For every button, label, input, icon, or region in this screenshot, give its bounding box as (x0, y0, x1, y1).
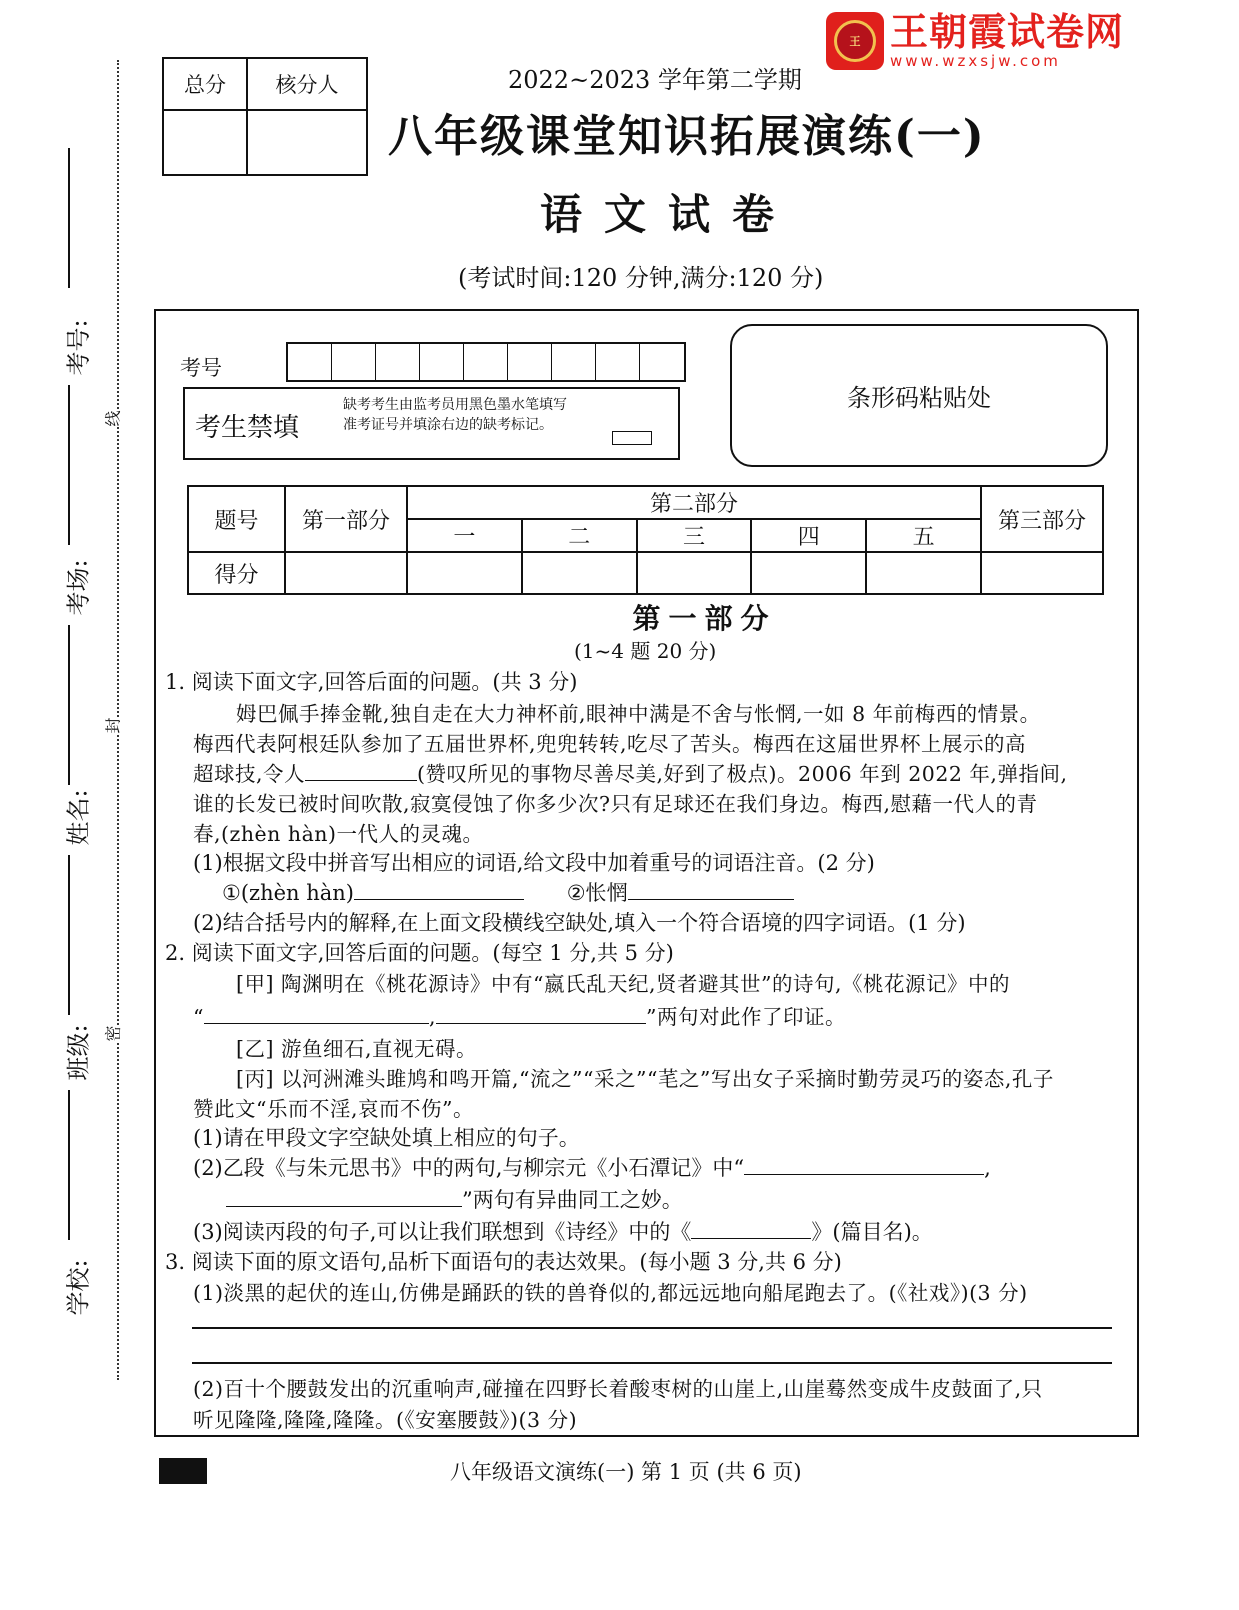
examinee-nofill-box (183, 387, 680, 460)
q2-stem: 2. 阅读下面文字,回答后面的问题。(每空 1 分,共 5 分) (165, 941, 674, 965)
q2-jia-blanks (193, 1000, 846, 1030)
q1-text: 超球技,令人 (193, 762, 306, 786)
q1-sub1-answers (222, 877, 794, 907)
q1-stem: 1. 阅读下面文字,回答后面的问题。(共 3 分) (165, 670, 578, 694)
kaohao-digit-box[interactable] (332, 344, 376, 380)
logo-url: www.wzxsjw.com (890, 52, 1061, 70)
answer-blank[interactable] (354, 882, 524, 900)
page-title: 八年级课堂知识拓展演练(一) (388, 111, 986, 162)
kaohao-digit-box[interactable] (596, 344, 640, 380)
q2-text: (3)阅读丙段的句子,可以让我们联想到《诗经》中的《 (193, 1220, 692, 1244)
kaohao-digit-box[interactable] (640, 344, 684, 380)
q2-jia: [甲] 陶渊明在《桃花源诗》中有“嬴氏乱天纪,贤者避其世”的诗句,《桃花源记》中的 (236, 972, 1011, 996)
q2-bing: 赞此文“乐而不淫,哀而不伤”。 (193, 1097, 474, 1121)
q2-sub1: (1)请在甲段文字空缺处填上相应的句子。 (193, 1126, 580, 1150)
col-part2-item: 四 (751, 519, 866, 552)
logo-name: 王朝霞试卷网 (890, 10, 1125, 54)
nofill-note: 缺考考生由监考员用黑色墨水笔填写准考证号并填涂右边的缺考标记。 (343, 397, 567, 433)
q2-bing: [丙] 以河洲滩头雎鸠和鸣开篇,“流之”“采之”“芼之”写出女子采摘时勤劳灵巧的姿态,孔子 (236, 1067, 1054, 1091)
barcode-label: 条形码粘贴处 (847, 384, 991, 412)
col-part2-item: 三 (637, 519, 752, 552)
total-score-box (162, 57, 368, 176)
kaohao-digit-box[interactable] (376, 344, 420, 380)
field-label-name: 姓名: (64, 789, 93, 846)
q2-sub2 (193, 1152, 991, 1182)
q3-sub2: 听见隆隆,隆隆,隆隆。(《安塞腰鼓》)(3 分) (193, 1408, 578, 1432)
score-cell[interactable] (522, 552, 637, 594)
answer-blank[interactable] (226, 1189, 462, 1207)
q1-passage-line: 春,(zhèn hàn)一代人的灵魂。 (193, 822, 484, 846)
q1-passage-line: 谁的长发已被时间吹散,寂寞侵蚀了你多少次?只有足球还在我们身边。梅西,慰藉一代人的青 (193, 792, 1038, 816)
field-label-school: 学校: (64, 1259, 93, 1316)
kaohao-digit-box[interactable] (288, 344, 332, 380)
col-part3: 第三部分 (981, 486, 1103, 552)
q2-text: 》(篇目名)。 (811, 1220, 933, 1244)
q1-blank[interactable] (305, 763, 417, 781)
kaohao-digit-box[interactable] (464, 344, 508, 380)
absent-mark-box[interactable] (612, 431, 652, 445)
col-part1: 第一部分 (285, 486, 407, 552)
q2-text: , (428, 1005, 437, 1029)
field-line (68, 625, 70, 785)
row-header-tihao: 题号 (188, 486, 285, 552)
field-line (68, 148, 70, 288)
q2-text: “ (193, 1005, 204, 1029)
col-part2-item: 一 (407, 519, 522, 552)
seal-char-mi: 密 (99, 1025, 126, 1041)
score-cell[interactable] (407, 552, 522, 594)
q3-sub1: (1)淡黑的起伏的连山,仿佛是踊跃的铁的兽脊似的,都远远地向船尾跑去了。(《社戏》)(3 分) (193, 1281, 1028, 1305)
field-label-class: 班级: (64, 1024, 93, 1081)
page-footer: 八年级语文演练(一) 第 1 页 (共 6 页) (450, 1460, 802, 1484)
q2-sub2-cont (226, 1184, 683, 1214)
q1-passage-line: 姆巴佩手捧金靴,独自走在大力神杯前,眼神中满是不舍与怅惘,一如 8 年前梅西的情景。 (236, 702, 1041, 726)
answer-blank[interactable] (204, 1006, 429, 1024)
logo-seal: 王 (834, 20, 876, 62)
q2-text: , (984, 1156, 991, 1180)
field-line (68, 385, 70, 545)
q1-sub2: (2)结合括号内的解释,在上面文段横线空缺处,填入一个符合语境的四字词语。(1 分) (193, 911, 966, 935)
q1-passage-line (193, 757, 1067, 787)
field-line (68, 855, 70, 1015)
total-score-label: 总分 (164, 59, 248, 111)
q1-sub1-a: ①(zhèn hàn) (222, 881, 354, 905)
answer-line[interactable] (192, 1362, 1112, 1364)
field-line (68, 1090, 70, 1240)
q2-text: (2)乙段《与朱元思书》中的两句,与柳宗元《小石潭记》中“ (193, 1156, 745, 1180)
col-part2: 第二部分 (407, 486, 981, 519)
exam-info: (考试时间:120 分钟,满分:120 分) (458, 264, 824, 292)
q2-text: ”两句有异曲同工之妙。 (462, 1188, 683, 1212)
col-part2-item: 二 (522, 519, 637, 552)
q3-stem: 3. 阅读下面的原文语句,品析下面语句的表达效果。(每小题 3 分,共 6 分) (165, 1250, 842, 1274)
answer-blank[interactable] (436, 1006, 646, 1024)
score-cell[interactable] (981, 552, 1103, 594)
nofill-title: 考生禁填 (195, 413, 300, 443)
q1-passage-line: 梅西代表阿根廷队参加了五届世界杯,兜兜转转,吃尽了苦头。梅西在这届世界杯上展示的高 (193, 732, 1027, 756)
score-cell[interactable] (637, 552, 752, 594)
q3-sub2: (2)百十个腰鼓发出的沉重响声,碰撞在四野长着酸枣树的山崖上,山崖蓦然变成牛皮鼓面了,只 (193, 1377, 1043, 1401)
kaohao-digit-box[interactable] (420, 344, 464, 380)
checker-label: 核分人 (248, 59, 366, 111)
answer-blank[interactable] (628, 882, 794, 900)
answer-line[interactable] (192, 1327, 1112, 1329)
q1-sub1: (1)根据文段中拼音写出相应的词语,给文段中加着重号的词语注音。(2 分) (193, 851, 875, 875)
barcode-area (730, 324, 1108, 467)
checker-cell[interactable] (248, 111, 366, 174)
kaohao-digit-box[interactable] (508, 344, 552, 380)
seal-char-xian: 线 (99, 410, 126, 426)
score-cell[interactable] (751, 552, 866, 594)
q1-text: (赞叹所见的事物尽善尽美,好到了极点)。2006 年到 2022 年,弹指间, (417, 762, 1068, 786)
answer-blank[interactable] (691, 1221, 811, 1239)
alignment-mark (159, 1458, 207, 1484)
binding-margin (0, 0, 150, 1610)
q1-sub1-b: ②怅惘 (566, 881, 628, 905)
site-logo (826, 12, 1124, 70)
kaohao-digit-box[interactable] (552, 344, 596, 380)
subject-title: 语文试卷 (540, 190, 797, 239)
q2-text: ”两句对此作了印证。 (646, 1005, 846, 1029)
col-part2-item: 五 (866, 519, 981, 552)
field-label-kaohao: 考号: (64, 319, 93, 376)
q2-yi: [乙] 游鱼细石,直视无碍。 (236, 1037, 478, 1061)
section-title: 第一部分 (632, 602, 777, 635)
score-cell[interactable] (285, 552, 407, 594)
term-label: 2022~2023 学年第二学期 (508, 66, 802, 94)
section-subtitle: (1~4 题 20 分) (574, 639, 717, 663)
seal-char-feng: 封 (99, 717, 126, 733)
field-label-kaochang: 考场: (64, 559, 93, 616)
score-cell[interactable] (866, 552, 981, 594)
kaohao-boxes (286, 342, 686, 382)
row-header-defen: 得分 (188, 552, 285, 594)
kaohao-label: 考号 (180, 356, 222, 380)
answer-blank[interactable] (744, 1157, 984, 1175)
q2-sub3 (193, 1216, 933, 1246)
logo-badge-icon (826, 12, 884, 70)
total-score-cell[interactable] (164, 111, 248, 174)
score-table (187, 485, 1104, 595)
